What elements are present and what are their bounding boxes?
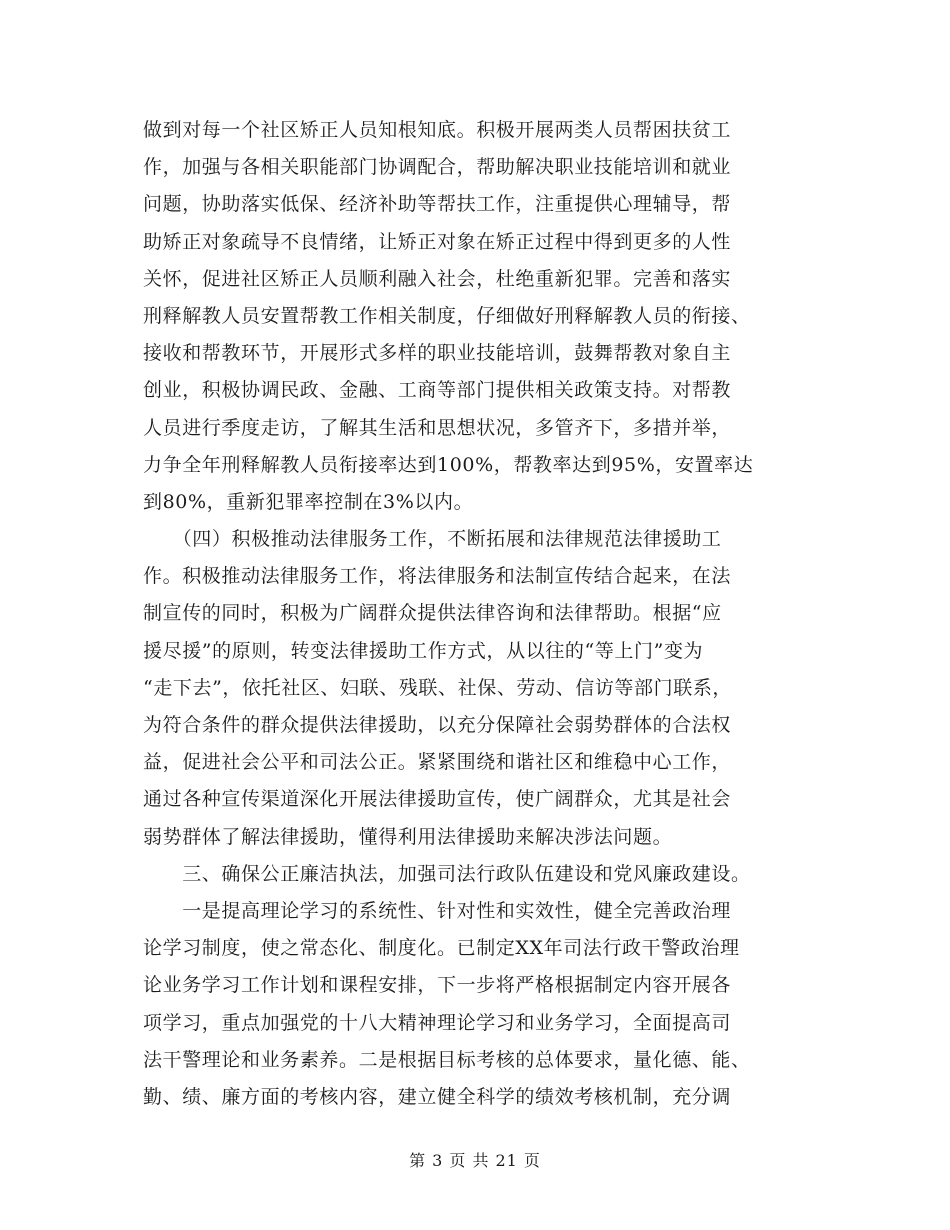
section-heading-line: （四）积极推动法律服务工作，不断拓展和法律规范法律援助工 [143, 528, 722, 551]
section-heading-line: 三、确保公正廉洁执法，加强司法行政队伍建设和党风廉政建设。 [143, 862, 751, 885]
text-line: 创业，积极协调民政、金融、工商等部门提供相关政策支持。对帮教 [143, 379, 732, 402]
text-line: 做到对每一个社区矫正人员知根知底。积极开展两类人员帮困扶贫工 [143, 119, 732, 141]
text-line: 到80%，重新犯罪率控制在3%以内。 [143, 490, 474, 513]
text-line: 论业务学习工作计划和课程安排，下一步将严格根据制定内容开展各 [143, 974, 732, 997]
footer-suffix: 页 [523, 1151, 541, 1170]
text-line: 项学习，重点加强党的十八大精神理论学习和业务学习，全面提高司 [143, 1011, 732, 1034]
text-line: 关怀，促进社区矫正人员顺利融入社会，杜绝重新犯罪。完善和落实 [143, 267, 732, 290]
text-line: 弱势群体了解法律援助，懂得利用法律援助来解决涉法问题。 [143, 825, 673, 848]
text-line: 制宣传的同时，积极为广阔群众提供法律咨询和法律帮助。根据“应 [143, 602, 722, 625]
footer-middle: 页 共 [449, 1151, 490, 1170]
text-line: 论学习制度，使之常态化、制度化。已制定XX年司法行政干警政治理 [143, 937, 740, 960]
text-line: 人员进行季度走访，了解其生活和思想状况，多管齐下，多措并举， [143, 416, 732, 439]
text-line: 法干警理论和业务素养。二是根据目标考核的总体要求，量化德、能、 [143, 1048, 751, 1071]
text-line: 勤、绩、廉方面的考核内容，建立健全科学的绩效考核机制，充分调 [143, 1085, 732, 1108]
text-line: 力争全年刑释解教人员衔接率达到100%，帮教率达到95%，安置率达 [143, 453, 754, 476]
text-line: “走下去”，依托社区、妇联、残联、社保、劳动、信访等部门联系， [143, 676, 733, 699]
text-line: 援尽援”的原则，转变法律援助工作方式，从以往的“等上门”变为 [143, 639, 704, 662]
document-body [143, 112, 815, 1116]
text-line: 为符合条件的群众提供法律援助，以充分保障社会弱势群体的合法权 [143, 714, 732, 736]
text-line: 作。积极推动法律服务工作，将法律服务和法制宣传结合起来，在法 [143, 565, 732, 588]
total-page-count: 21 [495, 1151, 518, 1170]
page-footer [0, 1148, 950, 1171]
text-line: 益，促进社会公平和司法公正。紧紧围绕和谐社区和维稳中心工作， [143, 751, 732, 774]
text-line: 刑释解教人员安置帮教工作相关制度，仔细做好刑释解教人员的衔接、 [143, 304, 751, 327]
text-line: 助矫正对象疏导不良情绪，让矫正对象在矫正过程中得到更多的人性 [143, 230, 732, 253]
current-page-number: 3 [432, 1151, 444, 1170]
text-line: 问题，协助落实低保、经济补助等帮扶工作，注重提供心理辅导，帮 [143, 193, 732, 216]
text-line: 接收和帮教环节，开展形式多样的职业技能培训，鼓舞帮教对象自主 [143, 342, 732, 365]
footer-prefix: 第 [409, 1151, 427, 1170]
text-line: 作，加强与各相关职能部门协调配合，帮助解决职业技能培训和就业 [143, 156, 732, 179]
text-line: 一是提高理论学习的系统性、针对性和实效性，健全完善政治理 [143, 899, 732, 922]
text-line: 通过各种宣传渠道深化开展法律援助宣传，使广阔群众，尤其是社会 [143, 788, 732, 811]
